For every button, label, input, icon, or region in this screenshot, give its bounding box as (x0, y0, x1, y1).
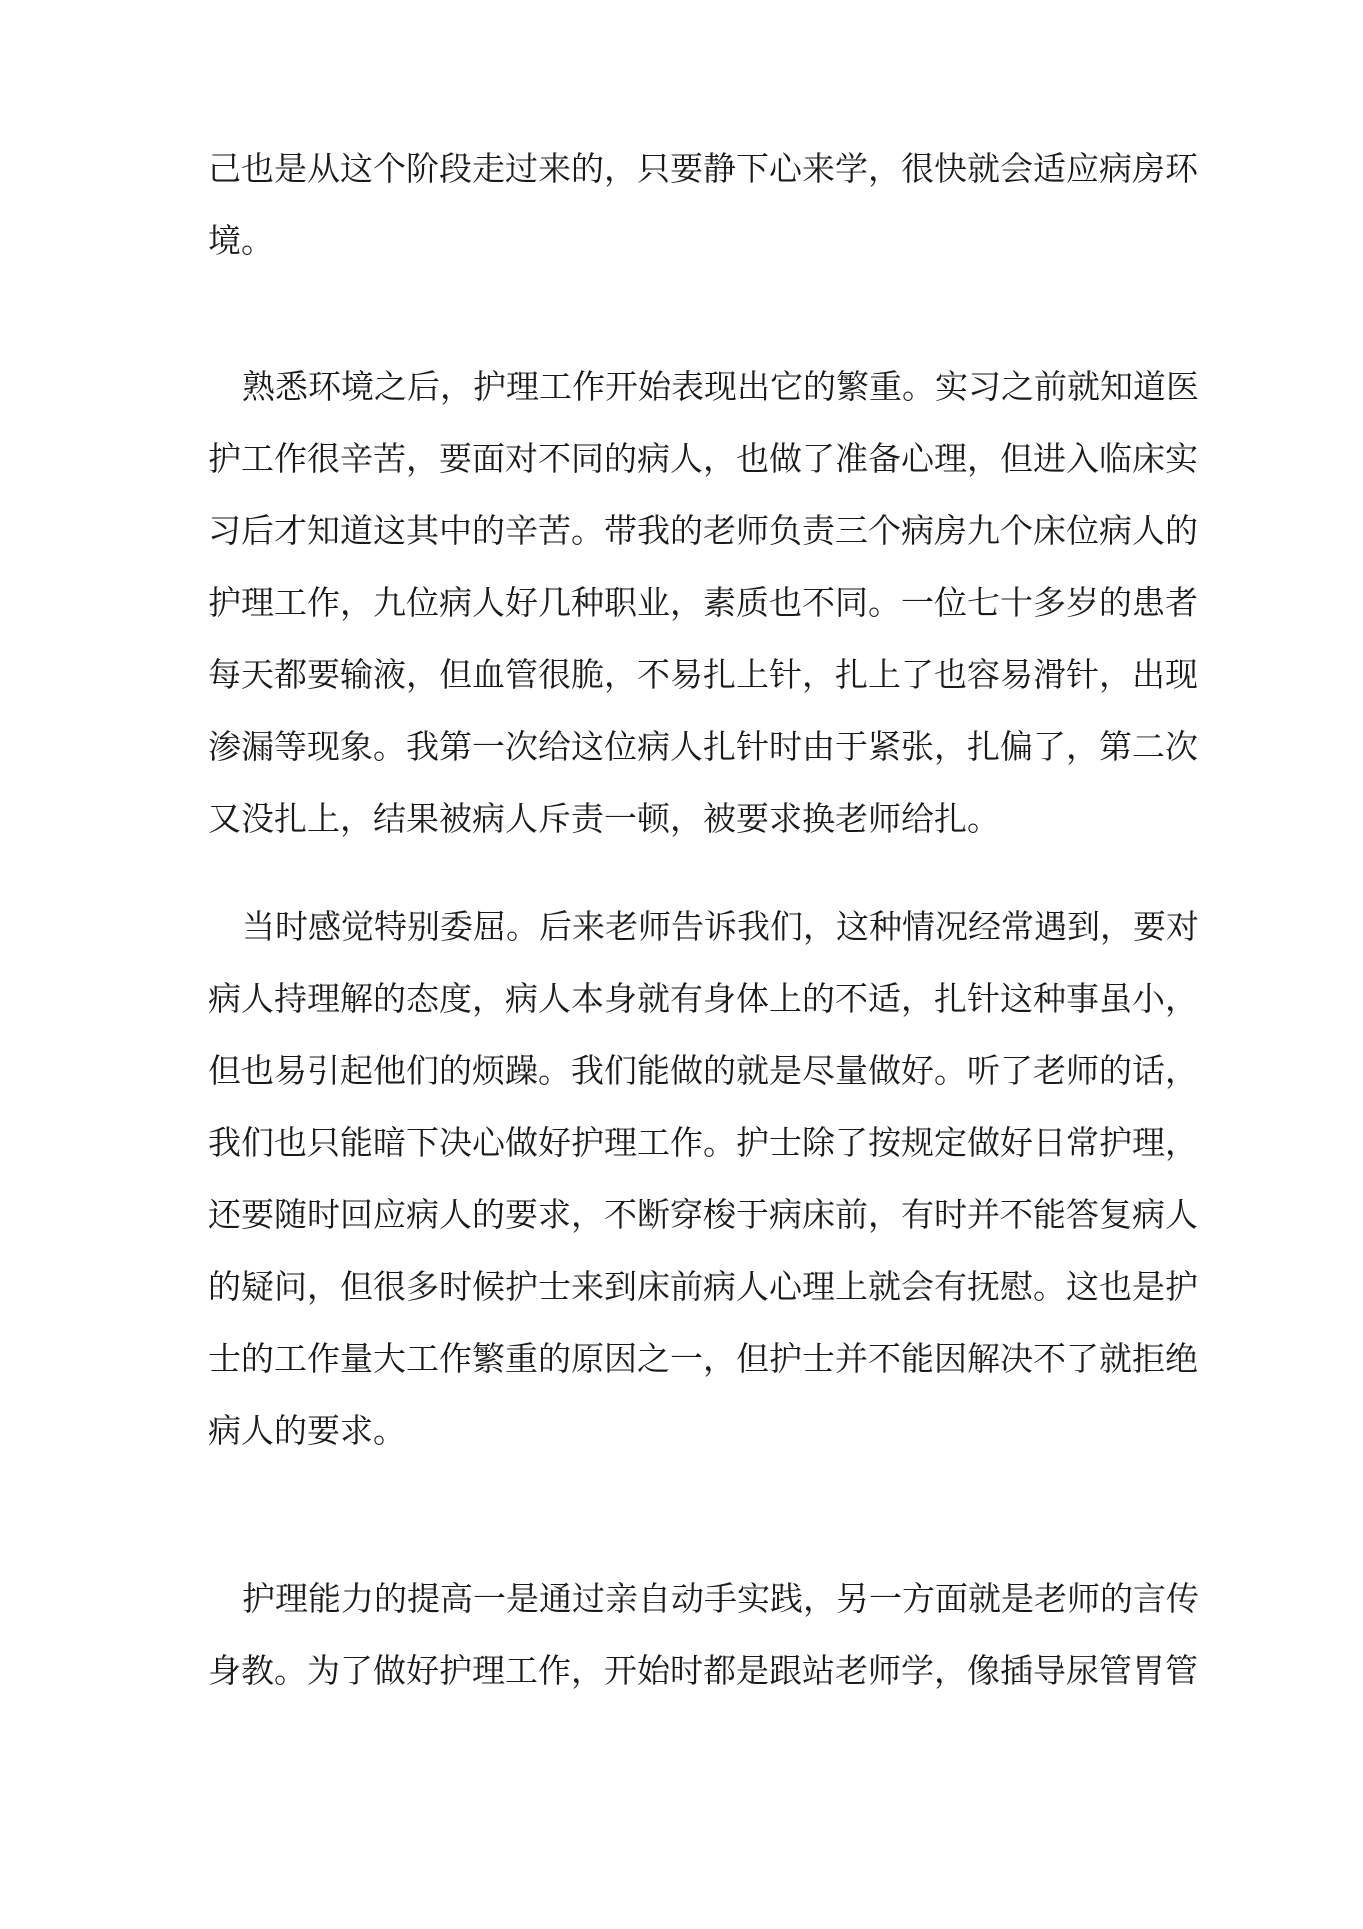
text-line: 还要随时回应病人的要求，不断穿梭于病床前，有时并不能答复病人 (208, 1195, 1198, 1234)
text-line: 境。 (208, 221, 274, 260)
text-line: 护理能力的提高一是通过亲自动手实践，另一方面就是老师的言传 (242, 1579, 1199, 1618)
paragraph-2 (208, 351, 1199, 855)
text-line: 的疑问，但很多时候护士来到床前病人心理上就会有抚慰。这也是护 (208, 1267, 1198, 1306)
text-line: 护理工作，九位病人好几种职业，素质也不同。一位七十多岁的患者 (208, 583, 1198, 622)
text-line: 习后才知道这其中的辛苦。带我的老师负责三个病房九个床位病人的 (208, 511, 1198, 550)
paragraph-1 (208, 133, 1198, 277)
text-line: 身教。为了做好护理工作，开始时都是跟站老师学，像插导尿管胃管 (208, 1651, 1198, 1690)
text-line: 渗漏等现象。我第一次给这位病人扎针时由于紧张，扎偏了，第二次 (208, 727, 1198, 766)
text-line: 士的工作量大工作繁重的原因之一，但护士并不能因解决不了就拒绝 (208, 1339, 1198, 1378)
text-line: 又没扎上，结果被病人斥责一顿，被要求换老师给扎。 (208, 799, 1000, 838)
text-line: 但也易引起他们的烦躁。我们能做的就是尽量做好。听了老师的话， (208, 1051, 1198, 1090)
text-line: 每天都要输液，但血管很脆，不易扎上针，扎上了也容易滑针，出现 (208, 655, 1198, 694)
text-line: 我们也只能暗下决心做好护理工作。护士除了按规定做好日常护理， (208, 1123, 1198, 1162)
paragraph-3 (208, 891, 1199, 1467)
text-line: 当时感觉特别委屈。后来老师告诉我们，这种情况经常遇到，要对 (242, 907, 1199, 946)
text-line: 护工作很辛苦，要面对不同的病人，也做了准备心理，但进入临床实 (208, 439, 1198, 478)
text-line: 病人的要求。 (208, 1411, 406, 1450)
text-line: 熟悉环境之后，护理工作开始表现出它的繁重。实习之前就知道医 (242, 367, 1199, 406)
text-line: 己也是从这个阶段走过来的，只要静下心来学，很快就会适应病房环 (208, 149, 1198, 188)
paragraph-4 (208, 1563, 1199, 1707)
text-line: 病人持理解的态度，病人本身就有身体上的不适，扎针这种事虽小， (208, 979, 1198, 1018)
